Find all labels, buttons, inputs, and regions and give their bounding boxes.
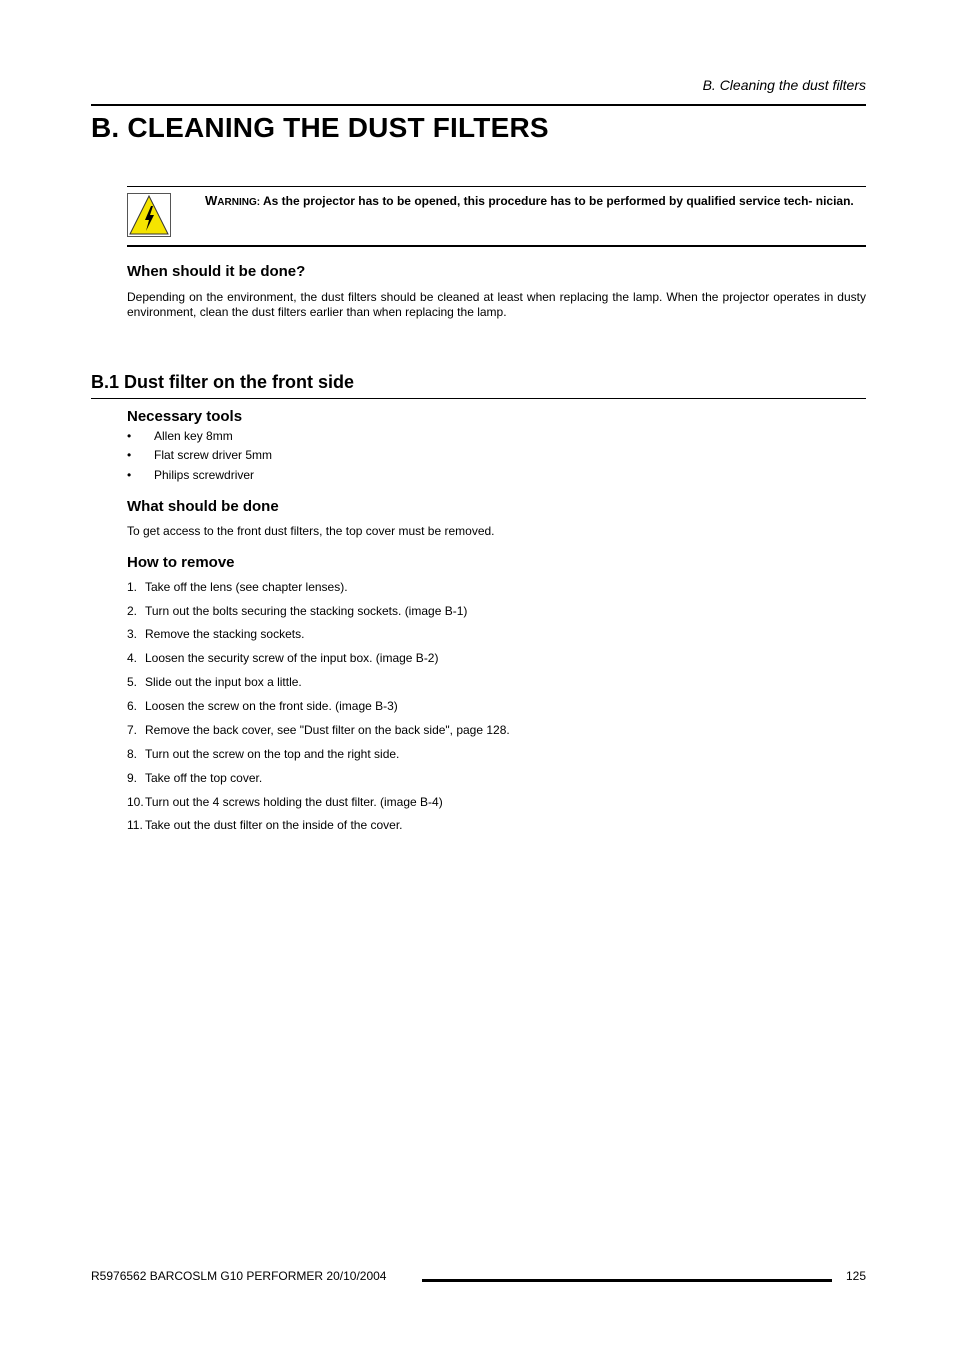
header-rule <box>91 104 866 106</box>
tools-heading: Necessary tools <box>127 408 243 425</box>
step-number: 4. <box>127 651 138 665</box>
step-text: Turn out the screw on the top and the right side. <box>145 747 400 761</box>
list-item <box>127 468 254 482</box>
what-paragraph: To get access to the front dust filters, the top cover must be removed. <box>127 524 495 538</box>
step-item <box>127 795 443 809</box>
list-item <box>127 448 272 462</box>
how-heading: How to remove <box>127 554 235 571</box>
section-title: B.1 Dust filter on the front side <box>91 372 355 392</box>
warning-text <box>205 193 866 211</box>
step-text: Take out the dust filter on the inside of the cover. <box>145 818 403 832</box>
warning-message: As the projector has to be opened, this procedure has to be performed by qualified service tech- nician. <box>262 194 854 208</box>
step-text: Remove the back cover, see "Dust filter on the back side", page 128. <box>145 723 510 737</box>
step-item <box>127 675 302 689</box>
tool-text: Flat screw driver 5mm <box>154 448 273 462</box>
bullet: • <box>127 468 132 482</box>
tool-text: Philips screwdriver <box>154 468 255 482</box>
step-item <box>127 604 467 618</box>
step-text: Turn out the 4 screws holding the dust filter. (image B-4) <box>145 795 443 809</box>
page-number: 125 <box>845 1269 866 1283</box>
warning-label-initial: W <box>205 193 218 208</box>
step-item <box>127 651 438 665</box>
warning-label-rest: ARNING: <box>217 197 261 208</box>
step-number: 8. <box>127 747 138 761</box>
step-text: Turn out the bolts securing the stacking sockets. (image B-1) <box>145 604 468 618</box>
step-item <box>127 723 510 737</box>
step-number: 3. <box>127 627 138 641</box>
step-text: Slide out the input box a little. <box>145 675 302 689</box>
bullet: • <box>127 429 132 443</box>
step-item <box>127 627 304 641</box>
step-item <box>127 580 348 594</box>
warning-box <box>127 186 866 247</box>
step-number: 5. <box>127 675 138 689</box>
step-item <box>127 818 403 832</box>
step-number: 6. <box>127 699 138 713</box>
tool-text: Allen key 8mm <box>154 429 233 443</box>
step-number: 9. <box>127 771 138 785</box>
step-item <box>127 747 399 761</box>
step-number: 10. <box>127 795 144 809</box>
running-header: B. Cleaning the dust filters <box>702 77 866 93</box>
when-heading: When should it be done? <box>127 263 306 280</box>
step-number: 7. <box>127 723 138 737</box>
step-text: Remove the stacking sockets. <box>145 627 305 641</box>
when-paragraph: Depending on the environment, the dust filters should be cleaned at least when replacing the lamp. When the projector operates in dusty environment, clean the dust filters earlier than when replacing the lamp. <box>127 290 866 319</box>
footer-document-info: R5976562 BARCOSLM G10 PERFORMER 20/10/2004 <box>91 1269 387 1283</box>
step-text: Loosen the security screw of the input box. (image B-2) <box>145 651 439 665</box>
section-rule <box>91 398 866 399</box>
step-text: Take off the top cover. <box>145 771 263 785</box>
list-item <box>127 429 233 443</box>
chapter-title: B. CLEANING THE DUST FILTERS <box>91 112 549 143</box>
step-item <box>127 771 262 785</box>
step-text: Take off the lens (see chapter lenses). <box>145 580 348 594</box>
what-heading: What should be done <box>127 498 279 515</box>
step-number: 2. <box>127 604 138 618</box>
high-voltage-warning-icon <box>127 193 171 237</box>
step-number: 11. <box>127 818 143 832</box>
step-number: 1. <box>127 580 138 594</box>
step-item <box>127 699 398 713</box>
footer-rule <box>422 1279 832 1282</box>
step-text: Loosen the screw on the front side. (image B-3) <box>145 699 398 713</box>
bullet: • <box>127 448 132 462</box>
